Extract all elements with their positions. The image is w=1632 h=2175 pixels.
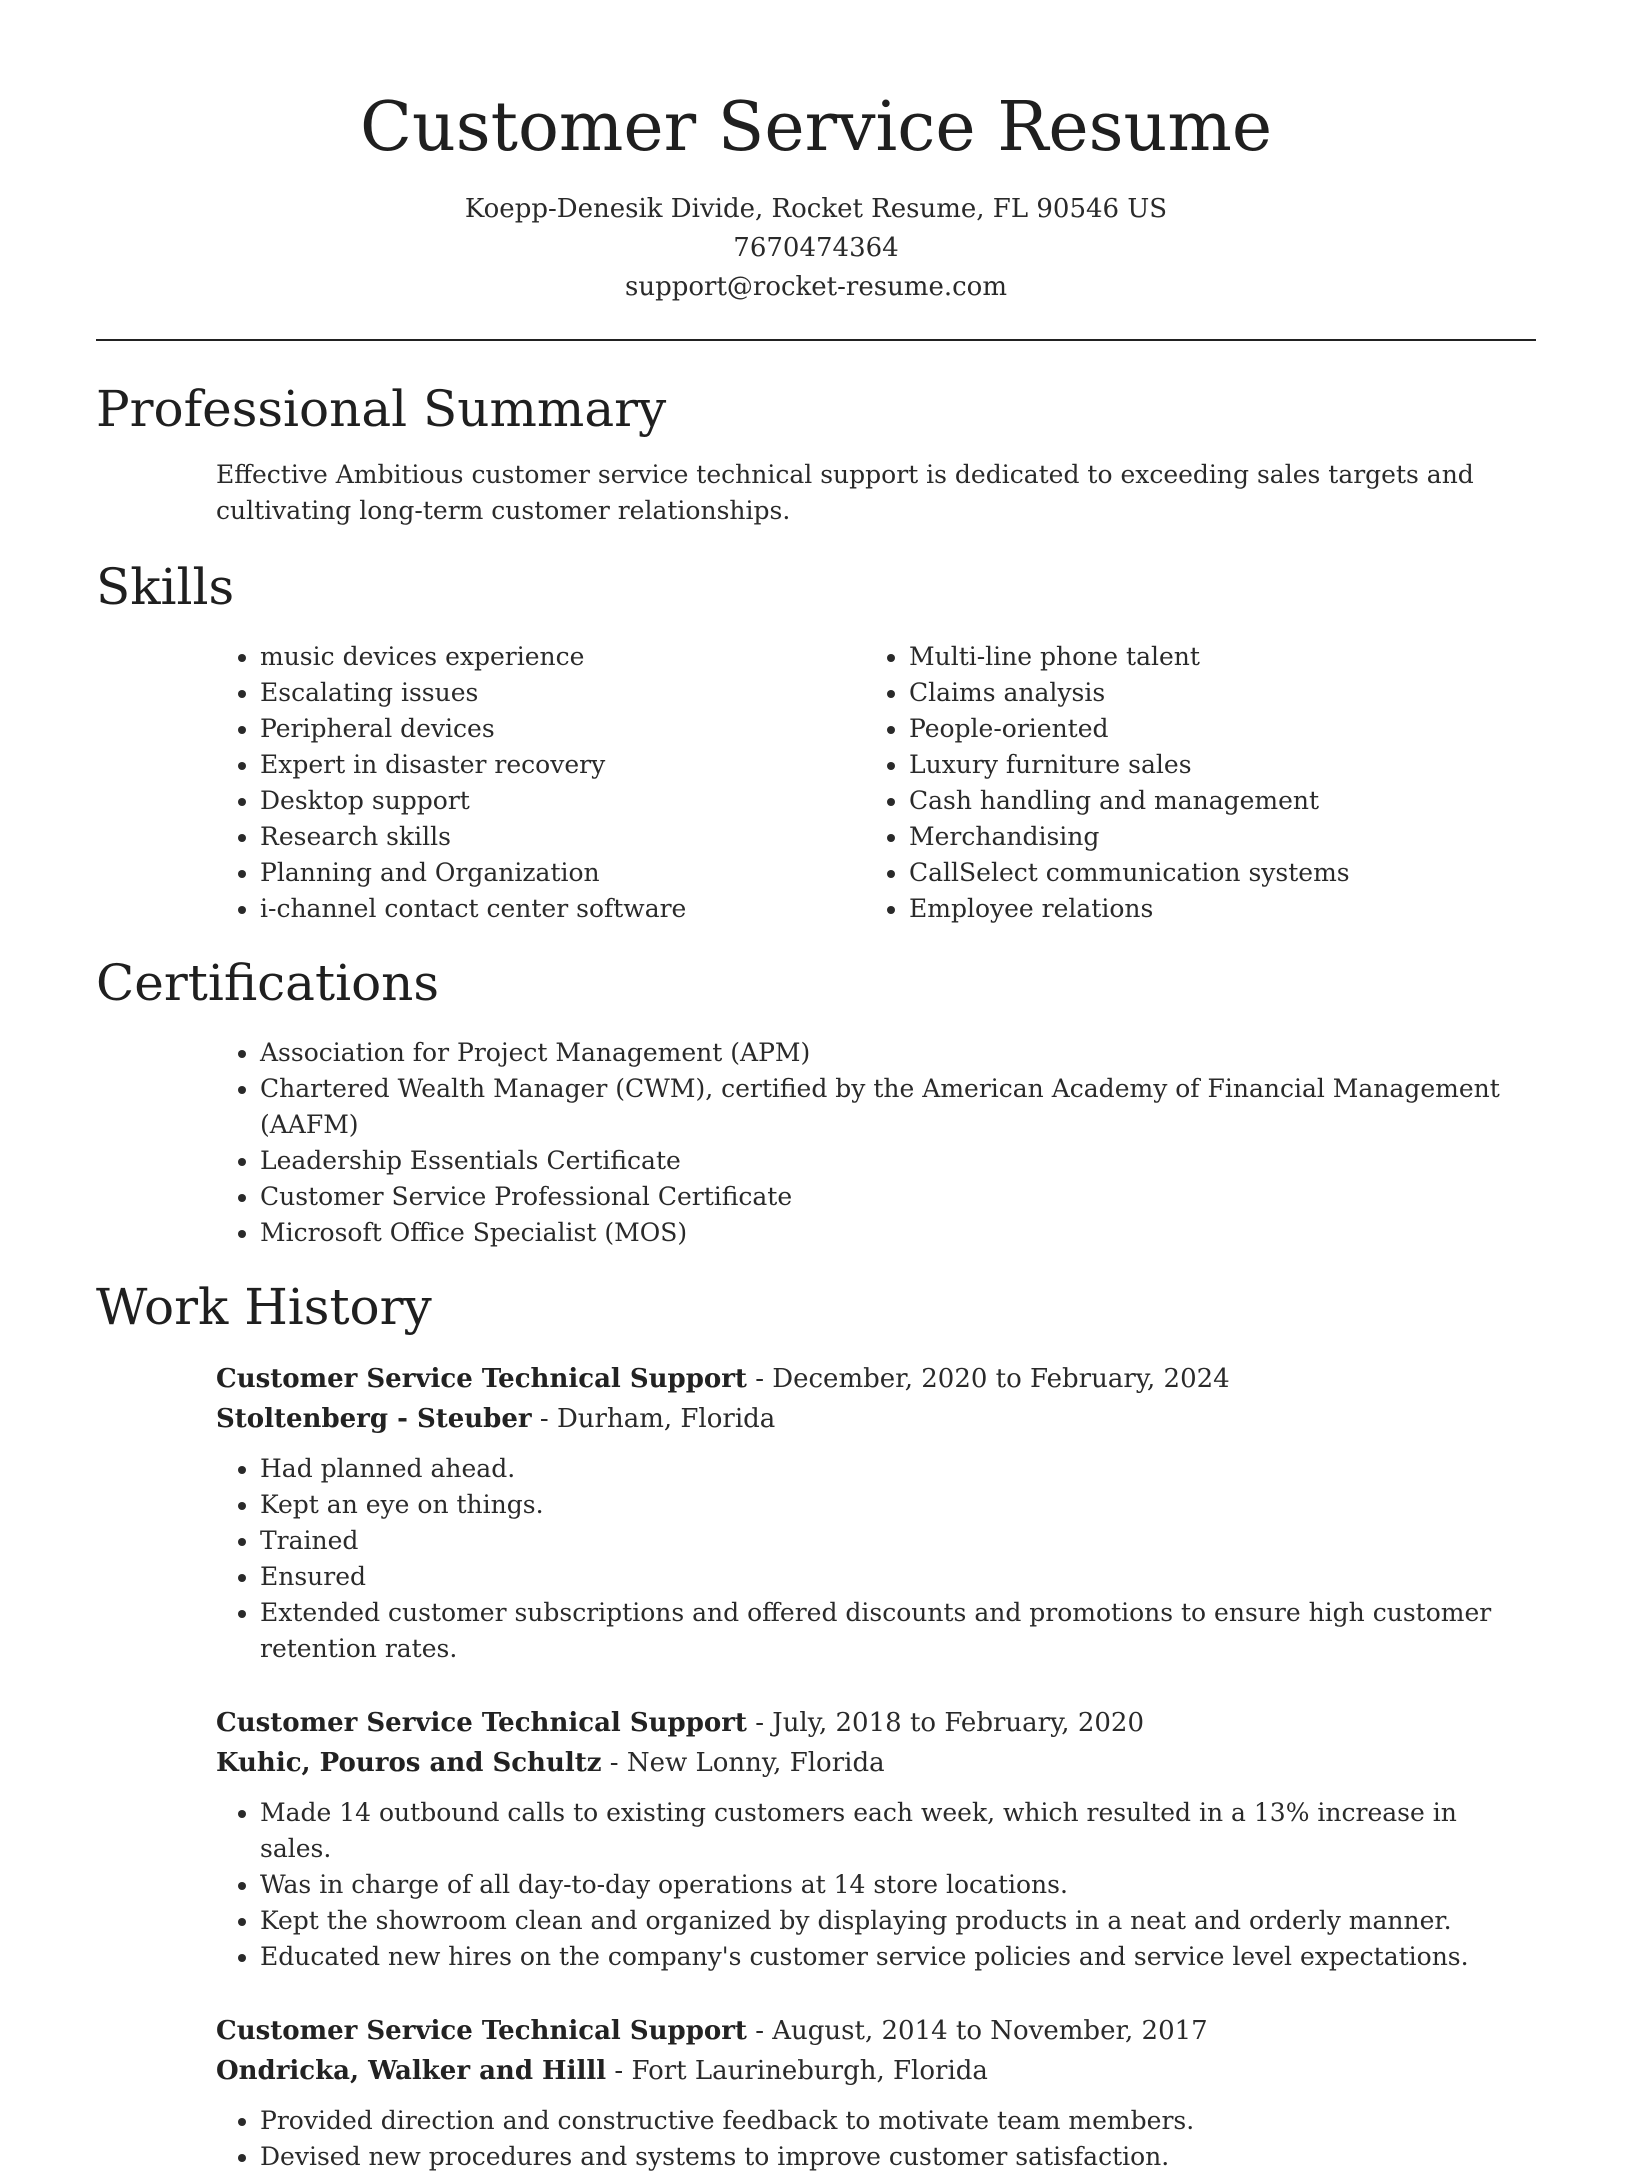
job-separator: - xyxy=(746,1364,773,1394)
skill-item: • i-channel contact center software xyxy=(260,891,865,927)
job-location: New Lonny, Florida xyxy=(626,1748,885,1778)
job-company-line xyxy=(216,1399,1536,1439)
job-separator: - xyxy=(746,1708,773,1738)
job-entry xyxy=(216,1703,1536,1975)
contact-block xyxy=(96,190,1536,307)
certifications-heading: Certifications xyxy=(96,954,440,1012)
job-bullet: • Made 14 outbound calls to existing customers each week, which resulted in a 13% increase in sales. xyxy=(260,1795,1536,1867)
job-dates: July, 2018 to February, 2020 xyxy=(772,1708,1144,1738)
certification-item: • Leadership Essentials Certificate xyxy=(260,1143,1536,1179)
skill-item: • Luxury furniture sales xyxy=(909,747,1514,783)
contact-address: Koepp-Denesik Divide, Rocket Resume, FL 90546 US xyxy=(464,194,1168,224)
skill-item: • People-oriented xyxy=(909,711,1514,747)
job-title: Customer Service Technical Support xyxy=(216,2016,747,2046)
contact-phone: 7670474364 xyxy=(733,233,899,263)
certifications-block xyxy=(216,1035,1536,1251)
skill-item: • Desktop support xyxy=(260,783,865,819)
job-separator: - xyxy=(601,1748,627,1778)
job-bullets xyxy=(216,1795,1536,1975)
skill-item: • Claims analysis xyxy=(909,675,1514,711)
skill-item: • Peripheral devices xyxy=(260,711,865,747)
certification-item: • Microsoft Office Specialist (MOS) xyxy=(260,1215,1536,1251)
job-bullet: • Trained xyxy=(260,1523,1536,1559)
resume-title: Customer Service Resume xyxy=(359,88,1273,167)
header-divider xyxy=(96,339,1536,341)
job-title: Customer Service Technical Support xyxy=(216,1708,747,1738)
job-company: Stoltenberg - Steuber xyxy=(216,1404,532,1434)
job-separator: - xyxy=(606,2056,632,2086)
skill-item: • Expert in disaster recovery xyxy=(260,747,865,783)
job-entry xyxy=(216,1359,1536,1667)
job-location: Durham, Florida xyxy=(556,1404,776,1434)
job-bullets xyxy=(216,1451,1536,1667)
certification-item: • Customer Service Professional Certificate xyxy=(260,1179,1536,1215)
job-title-line xyxy=(216,1359,1536,1399)
summary-text: Effective Ambitious customer service technical support is dedicated to exceeding sales targets and cultivating long-term customer relationships. xyxy=(216,460,1474,525)
skills-columns xyxy=(216,639,1536,927)
skill-item: • music devices experience xyxy=(260,639,865,675)
job-dates: August, 2014 to November, 2017 xyxy=(772,2016,1208,2046)
resume-page xyxy=(96,0,1536,2175)
job-company: Kuhic, Pouros and Schultz xyxy=(216,1748,602,1778)
skill-item: • Planning and Organization xyxy=(260,855,865,891)
job-title: Customer Service Technical Support xyxy=(216,1364,747,1394)
job-bullet: • Extended customer subscriptions and offered discounts and promotions to ensure high customer retention rates. xyxy=(260,1595,1536,1667)
job-location: Fort Laurineburgh, Florida xyxy=(631,2056,988,2086)
job-bullet: • Kept an eye on things. xyxy=(260,1487,1536,1523)
skill-item: • Escalating issues xyxy=(260,675,865,711)
skill-item: • Research skills xyxy=(260,819,865,855)
certification-item: • Chartered Wealth Manager (CWM), certified by the American Academy of Financial Management (AAFM) xyxy=(260,1071,1536,1143)
skills-list-left xyxy=(216,639,865,927)
job-bullet: • Devised new procedures and systems to improve customer satisfaction. xyxy=(260,2139,1536,2175)
job-bullet: • Kept the showroom clean and organized by displaying products in a neat and orderly manner. xyxy=(260,1903,1536,1939)
skill-item: • Employee relations xyxy=(909,891,1514,927)
job-title-line xyxy=(216,1703,1536,1743)
skill-item: • Multi-line phone talent xyxy=(909,639,1514,675)
job-entry xyxy=(216,2011,1536,2175)
skill-item: • CallSelect communication systems xyxy=(909,855,1514,891)
certifications-list xyxy=(216,1035,1536,1251)
job-separator: - xyxy=(531,1404,557,1434)
job-company: Ondricka, Walker and Hilll xyxy=(216,2056,607,2086)
job-bullet: • Provided direction and constructive feedback to motivate team members. xyxy=(260,2103,1536,2139)
skill-item: • Cash handling and management xyxy=(909,783,1514,819)
job-company-line xyxy=(216,1743,1536,1783)
job-dates: December, 2020 to February, 2024 xyxy=(772,1364,1230,1394)
job-separator: - xyxy=(746,2016,773,2046)
job-bullet: • Ensured xyxy=(260,1559,1536,1595)
skills-list-right xyxy=(865,639,1514,927)
skills-heading: Skills xyxy=(96,558,235,616)
contact-email: support@rocket-resume.com xyxy=(624,272,1007,302)
skill-item: • Merchandising xyxy=(909,819,1514,855)
job-bullets xyxy=(216,2103,1536,2175)
certification-item: • Association for Project Management (APM) xyxy=(260,1035,1536,1071)
job-title-line xyxy=(216,2011,1536,2051)
job-company-line xyxy=(216,2051,1536,2091)
job-bullet: • Was in charge of all day-to-day operations at 14 store locations. xyxy=(260,1867,1536,1903)
summary-heading: Professional Summary xyxy=(96,380,667,438)
work-history-heading: Work History xyxy=(96,1278,432,1336)
job-bullet: • Educated new hires on the company's customer service policies and service level expectations. xyxy=(260,1939,1536,1975)
job-bullet: • Had planned ahead. xyxy=(260,1451,1536,1487)
